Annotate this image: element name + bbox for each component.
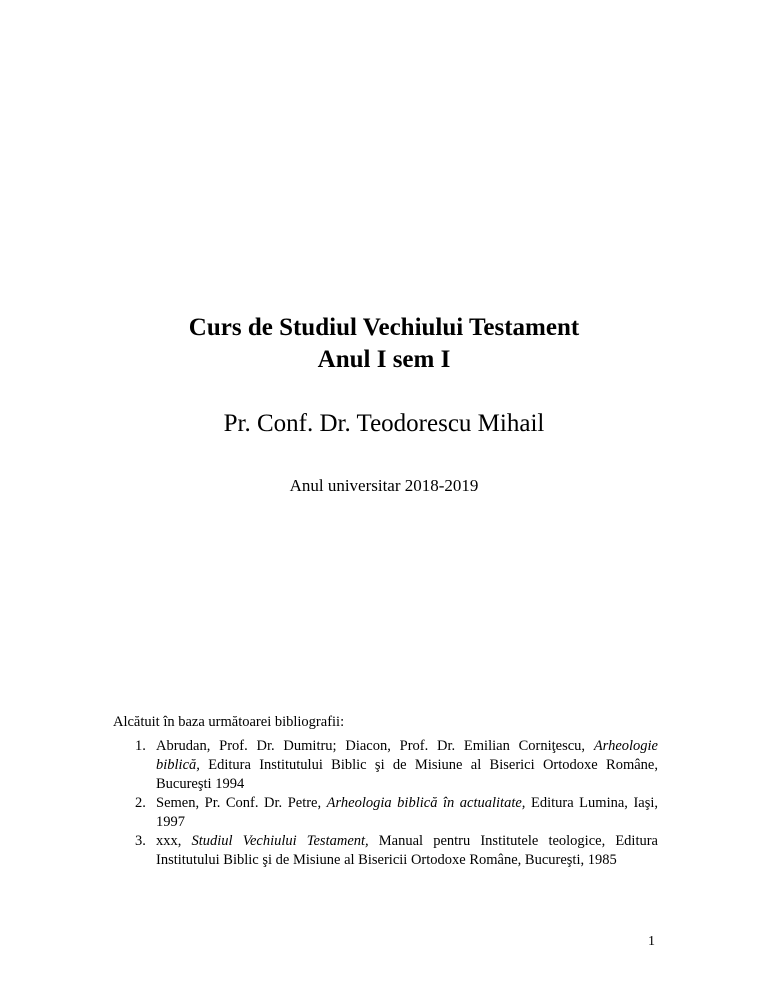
item-number: 2.: [135, 795, 146, 811]
item-number: 3.: [135, 833, 146, 849]
item-authors: xxx,: [156, 833, 192, 849]
bibliography-item: [113, 794, 658, 832]
course-title: Curs de Studiul Vechiului Testament: [188, 314, 580, 341]
item-title: Arheologie biblică,: [156, 738, 658, 773]
bibliography-list: [113, 737, 658, 870]
bibliography-item: [113, 832, 658, 870]
item-authors: Semen, Pr. Conf. Dr. Petre,: [156, 795, 327, 811]
item-title: Studiul Vechiului Testament,: [191, 833, 369, 849]
course-subtitle: Anul I sem I: [317, 346, 451, 373]
bibliography-item: [113, 737, 658, 794]
item-publisher: Manual pentru Institutele teologice, Editura Institutului Biblic şi de Misiune al Bisericii Ortodoxe Române, Bucureşti, 1985: [156, 833, 658, 868]
item-authors: Abrudan, Prof. Dr. Dumitru; Diacon, Prof. Dr. Emilian Corniţescu,: [156, 738, 594, 754]
bibliography-heading: Alcătuit în baza următoarei bibliografii:: [113, 714, 345, 730]
academic-year: Anul universitar 2018-2019: [289, 476, 479, 495]
item-title: Arheologia biblică în actualitate,: [326, 795, 526, 811]
page-number: 1: [648, 934, 655, 949]
item-publisher: Editura Lumina, Iaşi, 1997: [156, 795, 659, 830]
author-name: Pr. Conf. Dr. Teodorescu Mihail: [223, 410, 545, 437]
item-number: 1.: [135, 738, 146, 754]
item-publisher: Editura Institutului Biblic şi de Misiune al Biserici Ortodoxe Române, Bucureşti 1994: [156, 757, 658, 792]
